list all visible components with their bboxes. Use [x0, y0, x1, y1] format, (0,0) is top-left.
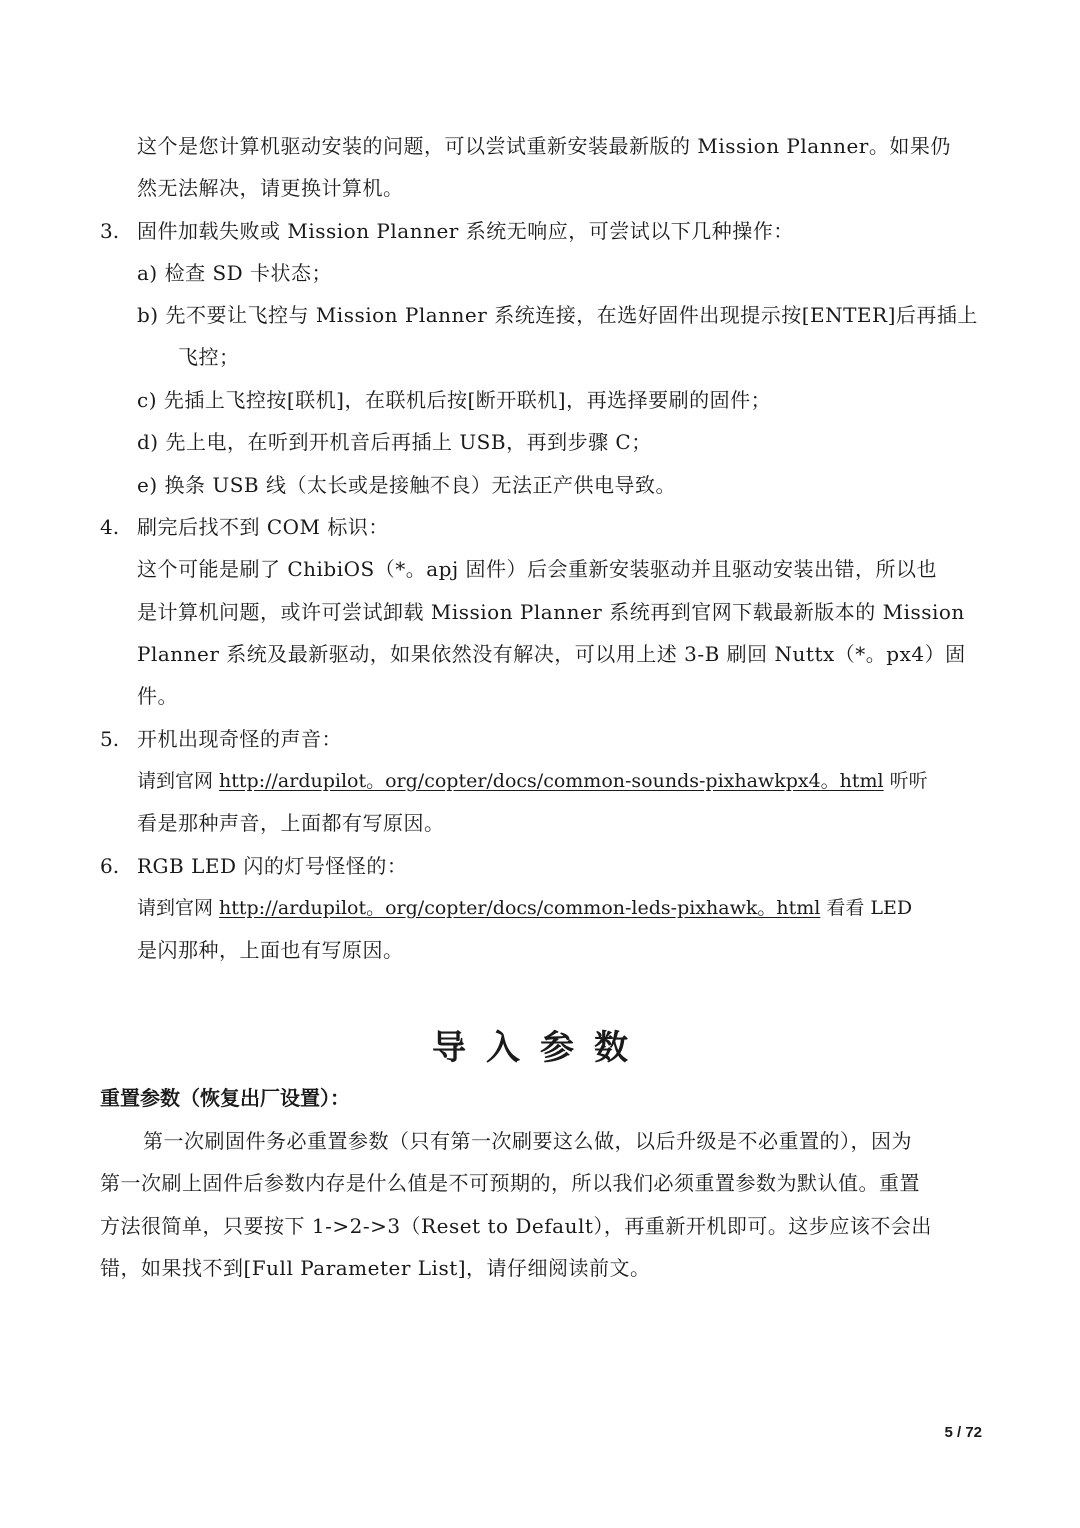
intro-line-2: 然无法解决，请更换计算机。: [137, 176, 404, 200]
item-3b-line-2: 飞控；: [178, 345, 240, 369]
item-6-suffix: 看看 LED: [820, 897, 913, 919]
item-3d: d) 先上电，在听到开机音后再插上 USB，再到步骤 C；: [137, 430, 652, 454]
item-4-line-4: 件。: [137, 684, 178, 708]
item-5-suffix: 听听: [883, 770, 928, 792]
item-4-number: 4.: [100, 515, 120, 539]
item-4-line-1: 这个可能是刷了 ChibiOS（*。apj 固件）后会重新安装驱动并且驱动安装出错，所以也: [137, 557, 938, 581]
page-number: 5 / 72: [944, 1424, 982, 1441]
item-6-title: RGB LED 闪的灯号怪怪的：: [137, 854, 408, 878]
item-3c: c) 先插上飞控按[联机]，在联机后按[断开联机]，再选择要刷的固件；: [137, 388, 772, 412]
item-4-title: 刷完后找不到 COM 标识：: [137, 515, 389, 539]
item-5-link-line: [137, 766, 928, 796]
item-5-number: 5.: [100, 727, 120, 751]
section-subheading: 重置参数（恢复出厂设置）：: [100, 1086, 350, 1110]
section-heading: 导入参数: [432, 1028, 648, 1068]
intro-line-1: 这个是您计算机驱动安装的问题，可以尝试重新安装最新版的 Mission Planner。如果仍: [137, 134, 951, 158]
item-3-title: 固件加载失败或 Mission Planner 系统无响应，可尝试以下几种操作：: [137, 219, 794, 243]
item-6-line-2: 是闪那种，上面也有写原因。: [137, 938, 404, 962]
item-5-prefix: 请到官网: [137, 770, 220, 792]
item-5-line-2: 看是那种声音，上面都有写原因。: [137, 811, 445, 835]
paragraph-line-3: 方法很简单，只要按下 1->2->3（Reset to Default），再重新开机即可。这步应该不会出: [100, 1214, 932, 1238]
item-3-number: 3.: [100, 219, 120, 243]
paragraph-line-4: 错，如果找不到[Full Parameter List]，请仔细阅读前文。: [100, 1256, 651, 1280]
item-6-prefix: 请到官网: [137, 897, 220, 919]
leds-link[interactable]: http://ardupilot。org/copter/docs/common-leds-pixhawk。html: [219, 897, 821, 919]
paragraph-line-2: 第一次刷上固件后参数内存是什么值是不可预期的，所以我们必须重置参数为默认值。重置: [100, 1171, 920, 1195]
paragraph-line-1: 第一次刷固件务必重置参数（只有第一次刷要这么做，以后升级是不必重置的），因为: [143, 1129, 912, 1153]
item-4-line-3: Planner 系统及最新驱动，如果依然没有解决，可以用上述 3-B 刷回 Nuttx（*。px4）固: [137, 642, 966, 666]
item-3b-line-1: b) 先不要让飞控与 Mission Planner 系统连接，在选好固件出现提示按[ENTER]后再插上: [137, 303, 978, 327]
item-5-title: 开机出现奇怪的声音：: [137, 727, 342, 751]
item-6-link-line: [137, 893, 912, 923]
item-4-line-2: 是计算机问题，或许可尝试卸载 Mission Planner 系统再到官网下载最新版本的 Mission: [137, 600, 965, 624]
sounds-link[interactable]: http://ardupilot。org/copter/docs/common-sounds-pixhawkpx4。html: [219, 770, 884, 792]
item-3a: a) 检查 SD 卡状态；: [137, 261, 333, 285]
item-6-number: 6.: [100, 854, 120, 878]
item-3e: e) 换条 USB 线（太长或是接触不良）无法正产供电导致。: [137, 473, 676, 497]
